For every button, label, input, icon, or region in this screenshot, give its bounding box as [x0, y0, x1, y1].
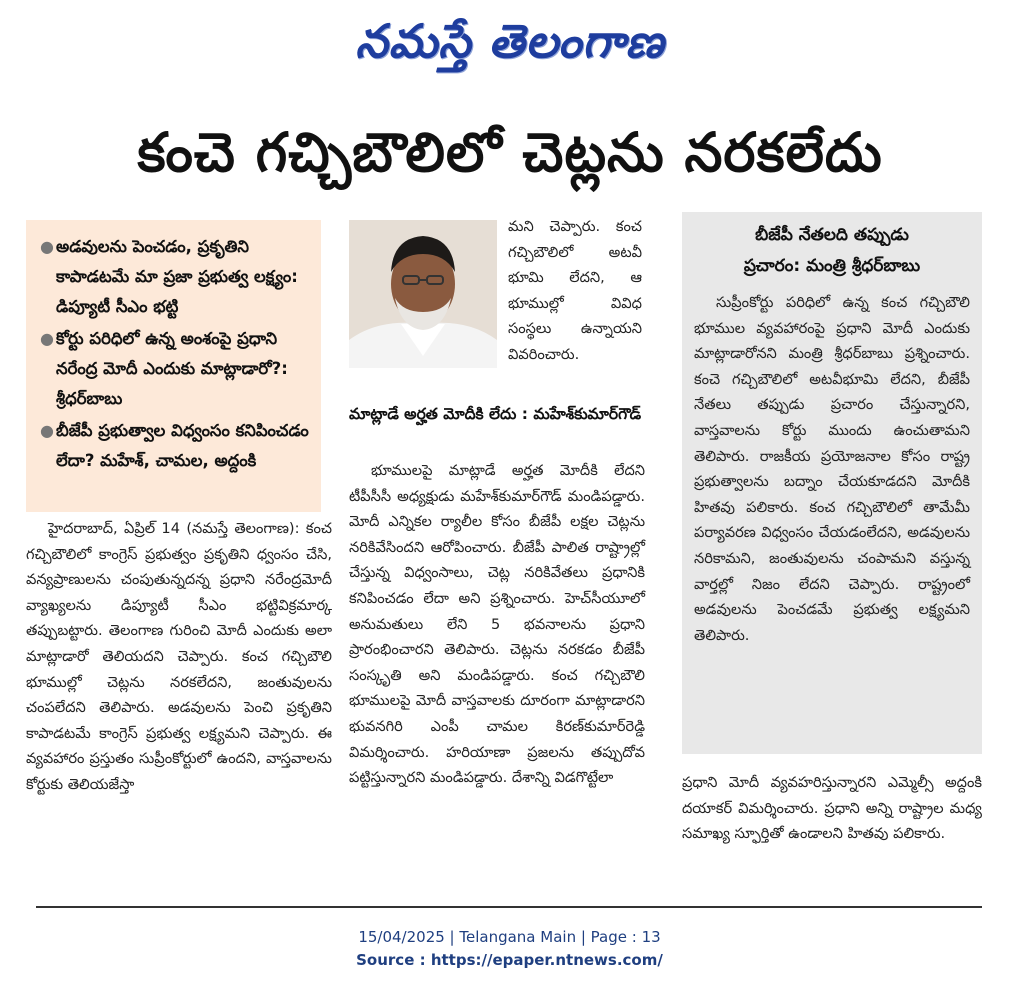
- highlights-box: [26, 220, 321, 512]
- highlight-text: కోర్టు పరిధిలో ఉన్న అంశంపై ప్రధాని నరేంద్ర మోదీ ఎందుకు మాట్లాడారో?: శ్రీధర్‌బాబు: [56, 329, 288, 408]
- middle-column-text: భూములపై మాట్లాడే అర్హత మోదీకి లేదని టీపీసీసీ అధ్యక్షుడు మహేశ్‌కుమార్‌గౌడ్‌ మండిపడ్డారు. మోదీ ఎన్నికల ర్యాలీల కోసం బీజేపీ లక్షల చెట్లను నరికివేసిందని ఆరోపించారు. బీజేపీ పాలిత రాష్ట్రాల్లో చేస్తున్న విధ్వంసాలు, చెట్ల నరికివేతలు ప్రధానికి కనిపించడం లేదా అని ప్రశ్నించారు. హెచ్‌సీయూలో అనుమతులు లేని 5 భవనాలను ప్రధాని ప్రారంభించారని తెలిపారు. చెట్లను నరకడం బీజేపీ సంస్కృతి అని మండిపడ్డారు. కంచ గచ్చిబౌలి భూములపై మోదీ వాస్తవాలకు దూరంగా మాట్లాడారని భువనగిరి ఎంపీ చామల కిరణ్‌కుమార్‌రెడ్డి విమర్శించారు. హరియాణా ప్రజలను తప్పుదోవ పట్టిస్తున్నారని మండిపడ్డారు. దేశాన్ని విడగొట్టేలా: [349, 462, 645, 787]
- highlight-text: అడవులను పెంచడం, ప్రకృతిని కాపాడటమే మా ప్రజా ప్రభుత్వ లక్ష్యం: డిప్యూటీ సీఎం భట్టి: [56, 237, 298, 316]
- sidebar-story-title: [694, 220, 970, 282]
- right-bottom-text: ప్రధాని మోదీ వ్యవహరిస్తున్నారని ఎమ్మెల్సీ అద్దంకి దయాకర్‌ విమర్శించారు. ప్రధాని అన్ని రాష్ట్రాల మధ్య సమాఖ్య స్ఫూర్తితో ఉండాలని హితవు పలికారు.: [682, 774, 982, 843]
- sidebar-title-line: బీజేపీ నేతలది తప్పుడు: [755, 225, 909, 245]
- highlight-item: [40, 324, 311, 414]
- highlight-item: [40, 416, 311, 476]
- footer-divider: [36, 906, 982, 908]
- bullet-icon: ●: [40, 421, 54, 440]
- left-column-text: హైదరాబాద్‌, ఏప్రిల్‌ 14 (నమస్తే తెలంగాణ): కంచ గచ్చిబౌలిలో కాంగ్రెస్‌ ప్రభుత్వం ప్రకృతిని ధ్వంసం చేసి, వన్యప్రాణులను చంపుతున్నదన్న ప్రధాని నరేంద్రమోదీ వ్యాఖ్యలను డిప్యూటీ సీఎం భట్టివిక్రమార్క తప్పుబట్టారు. తెలంగాణ గురించి మోదీ ఎందుకు అలా మాట్లాడారో తెలియదని చెప్పారు. కంచ గచ్చిబౌలి భూముల్లో చెట్లను నరకలేదని, జంతువులను చంపలేదని తెలిపారు. అడవులను పెంచి ప్రకృతిని కాపాడటమే కాంగ్రెస్‌ ప్రభుత్వ లక్ష్యమని చెప్పారు. ఈ వ్యవహారం ప్రస్తుతం సుప్రీంకోర్టులో ఉందని, వాస్తవాలను కోర్టుకు తెలియజేస్తా: [26, 520, 332, 793]
- newspaper-masthead: నమస్తే తెలంగాణ: [355, 14, 665, 68]
- sidebar-story-box: [682, 212, 982, 754]
- bullet-icon: ●: [40, 237, 54, 256]
- sidebar-title-line: ప్రచారం: మంత్రి శ్రీధర్‌బాబు: [743, 256, 921, 276]
- middle-top-column: [508, 214, 642, 384]
- left-column: [26, 516, 332, 886]
- article-headline: కంచె గచ్చిబౌలిలో చెట్లను నరకలేదు: [137, 121, 883, 184]
- bullet-icon: ●: [40, 329, 54, 348]
- sidebar-story-text: సుప్రీంకోర్టు పరిధిలో ఉన్న కంచ గచ్చిబౌలి భూముల వ్యవహారంపై ప్రధాని మోదీ ఎందుకు మాట్లాడారోనని మంత్రి శ్రీధర్‌బాబు ప్రశ్నించారు. కంచె గచ్చిబౌలిలో అటవీభూమి లేదని, బీజేపీ నేతలు తప్పుడు ప్రచారం చేస్తున్నారని, వాస్తవాలను కోర్టు ముందు ఉంచుతామని తెలిపారు. రాజకీయ ప్రయోజనాల కోసం రాష్ట్ర ప్రభుత్వాలను బద్నాం చేయకూడదని మోదీకి హితవు పలికారు. కంచ గచ్చిబౌలిలో తామేమీ పర్యావరణ విధ్వంసం చేయడంలేదని, అడవులను నరికామని, జంతువులను చంపామని వస్తున్న వార్తల్లో నిజం లేదని చెప్పారు. రాష్ట్రంలో అడవులను పెంచడమే ప్రభుత్వ లక్ష్యమని తెలిపారు.: [694, 294, 970, 644]
- source-link[interactable]: Source : https://epaper.ntnews.com/: [356, 951, 663, 969]
- middle-column: [349, 458, 645, 888]
- highlight-text: బీజేపీ ప్రభుత్వాల విధ్వంసం కనిపించడం లేదా? మహేశ్‌, చామల, అద్దంకి: [56, 421, 309, 470]
- edition-info: 15/04/2025 | Telangana Main | Page : 13: [358, 928, 661, 946]
- right-bottom-column: [682, 770, 982, 878]
- sidebar-story-body: [694, 290, 970, 648]
- person-portrait-icon: [349, 220, 497, 368]
- highlight-item: [40, 232, 311, 322]
- minister-photo: [349, 220, 497, 368]
- middle-subheading: మాట్లాడే అర్హత మోదీకి లేదు : మహేశ్‌కుమార్‌గౌడ్‌: [349, 405, 642, 423]
- middle-top-text: మని చెప్పారు. కంచ గచ్చిబౌలిలో అటవీ భూమి లేదని, ఆ భూముల్లో వివిధ సంస్థలు ఉన్నాయని వివరించారు.: [508, 218, 642, 363]
